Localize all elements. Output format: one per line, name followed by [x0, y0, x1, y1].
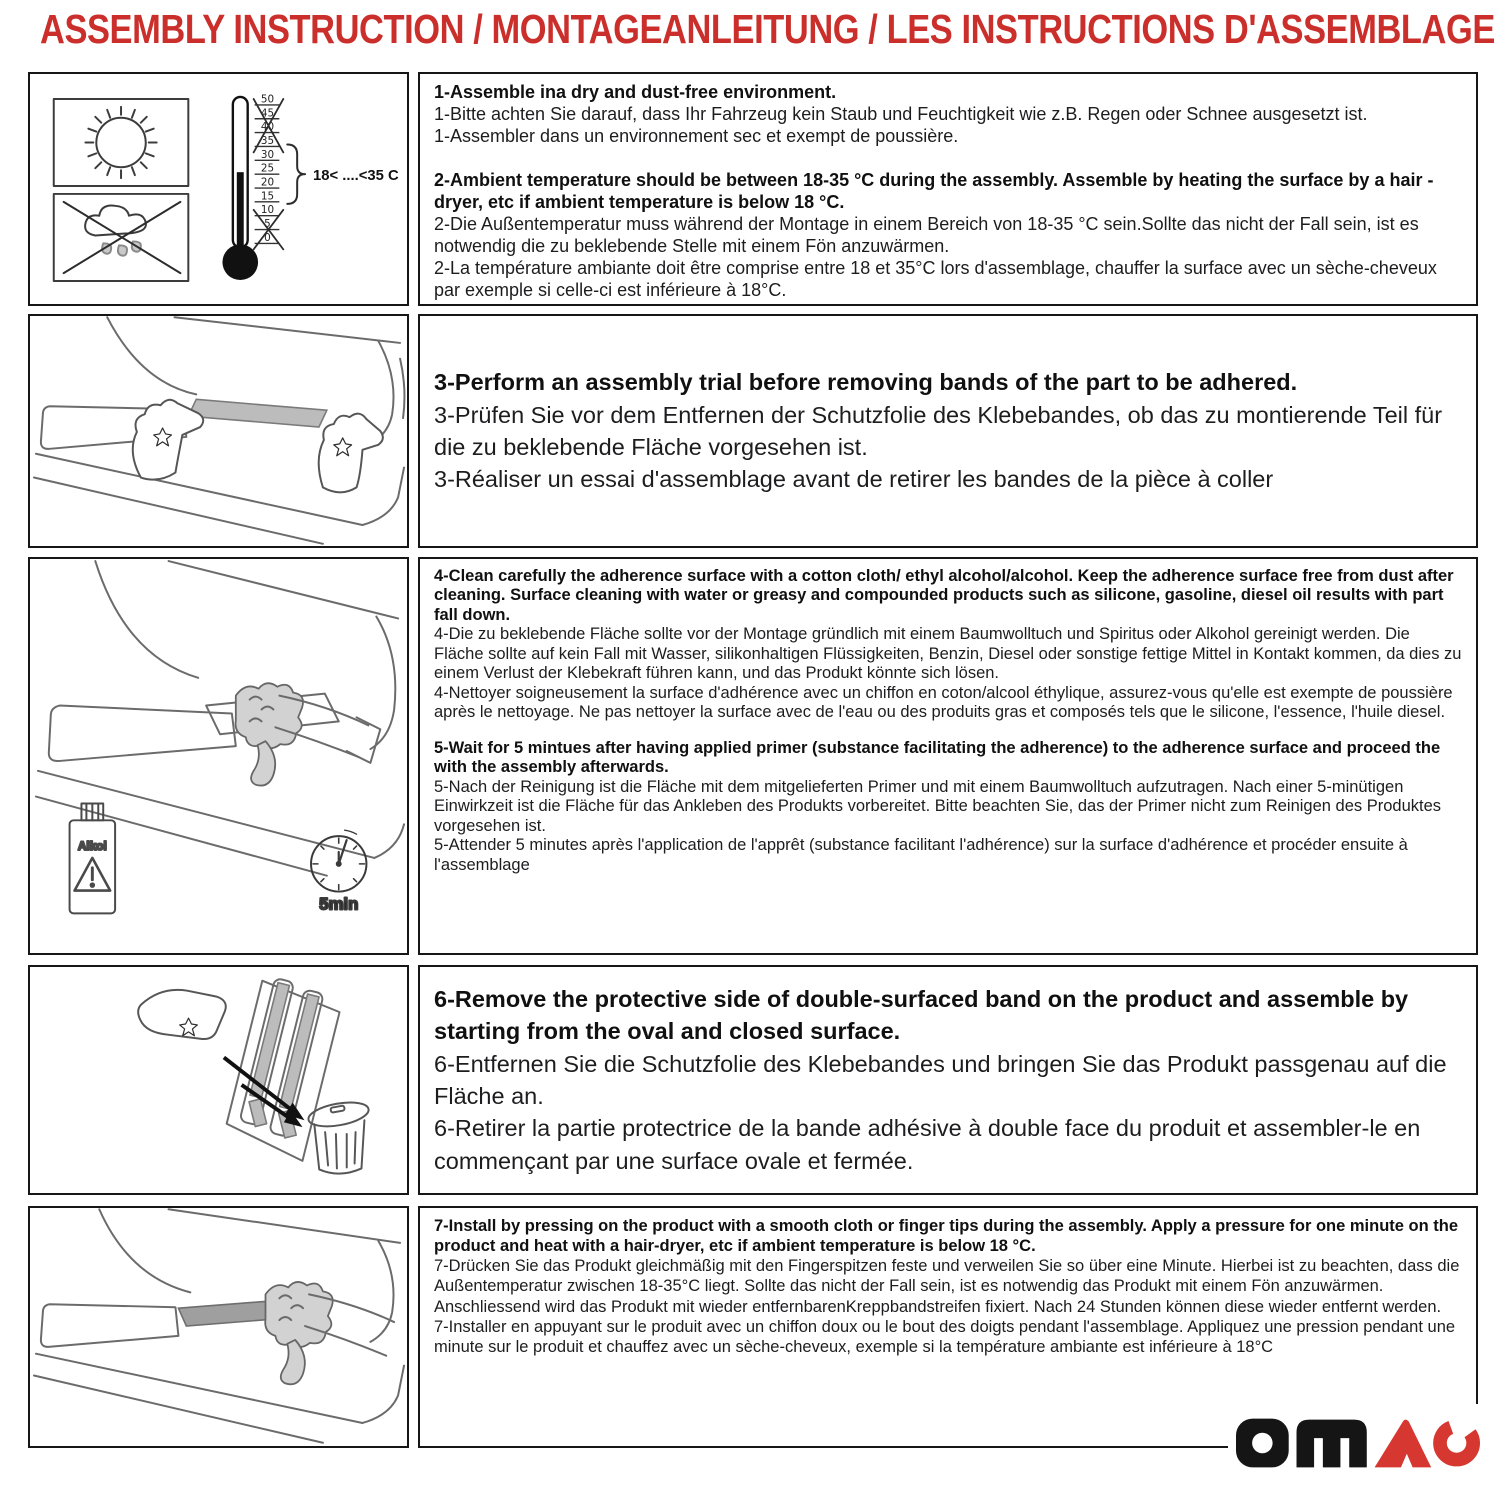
thermometer-tick-label: 15 [260, 190, 275, 203]
section-2-assembly-trial [0, 314, 1500, 548]
instruction-paragraph: 2-Die Außentemperatur muss während der Montage in einem Bereich von 18-35 °C sein.Sollte das nicht der Fall sein, ist es notwendig die zu beklebende Stelle mit einem Fön anzuwärmen. [434, 213, 1419, 256]
omac-logo [1228, 1404, 1480, 1482]
instruction-paragraph: 1-Bitte achten Sie darauf, dass Ihr Fahrzeug kein Staub und Feuchtigkeit wie z.B. Regen oder Schnee ausgesetzt ist. [434, 103, 1368, 124]
range-brace [287, 144, 305, 203]
car-door-sill-scene [36, 561, 404, 876]
instruction-paragraph: 7-Drücken Sie das Produkt gleichmäßig mit den Fingerspitzen feste und verweilen Sie so über eine Minute. Hierbei ist zu beachten, dass die Außentemperatur zwischen 18-35°C liegt. Sollte das nicht der Fall sein, ist es notwendig das Produkt mit einem Fön anzuwärmen. Anschliessend wird das Produkt mit wieder entfernbarenKreppbandstreifen fixiert. Nach 24 Stunden können diese wieder entfernt werden. [434, 1257, 1460, 1316]
pulling-hand [138, 990, 226, 1039]
section-1-environment-temperature [0, 72, 1500, 306]
instruction-paragraph: 2-Ambient temperature should be between 18-35 °C during the assembly. Assemble by heating the surface by a hair -dryer, etc if ambient temperature is below 18 °C. [434, 169, 1434, 212]
assembly-trial-drawing [30, 316, 407, 546]
logo-letter-m [1297, 1420, 1367, 1468]
instruction-paragraph: 3-Prüfen Sie vor dem Entfernen der Schutzfolie des Klebebandes, ob das zu montierende Teil für die zu beklebende Fläche vorgesehen ist. [434, 401, 1443, 460]
press-install-drawing [30, 1208, 407, 1446]
paragraph-spacer [434, 723, 1462, 739]
alcohol-label: Alkol [77, 839, 107, 854]
thermometer-tick-label: 0 [264, 231, 271, 244]
instruction-paragraph: 6-Remove the protective side of double-surfaced band on the product and assemble by starting from the oval and closed surface. [434, 985, 1409, 1045]
remove-band-drawing [30, 967, 407, 1193]
instruction-paragraph: 1-Assemble ina dry and dust-free environment. [434, 82, 837, 102]
clean-surface-drawing [30, 559, 407, 953]
illustration-temperature-conditions [28, 72, 409, 306]
section-4-remove-band [0, 965, 1500, 1195]
instruction-text-2 [418, 314, 1478, 548]
temperature-range-label: 18< ....<35 C [312, 168, 399, 185]
crossed-out-mark [64, 202, 181, 273]
thermometer-tick-label: 20 [260, 176, 275, 189]
thermometer-tick-label: 50 [260, 93, 275, 106]
omac-logo-graphic [1236, 1410, 1480, 1476]
trash-bin-icon [307, 1098, 371, 1173]
logo-letter-a [1375, 1420, 1432, 1468]
thermometer-tick-label: 45 [260, 107, 275, 120]
instruction-paragraph: 4-Clean carefully the adherence surface with a cotton cloth/ ethyl alcohol/alcohol. Keep the adherence surface free from dust after cleaning. Surface cleaning with water or greasy and compounded products such as silicone, gasoline, diesel oil results with part fall down. [434, 567, 1454, 624]
instruction-paragraph: 4-Nettoyer soigneusement la surface d'adhérence avec un chiffon en coton/alcool éthylique, assurez-vous qu'elle est exempte de poussière après le nettoyage. Ne pas nettoyer la surface avec de l'eau ou des produits gras et composés tels que le silicone, l'essence, l'huile diesel. [434, 683, 1453, 722]
instruction-text-1 [418, 72, 1478, 306]
instruction-paragraph: 3-Réaliser un essai d'assemblage avant de retirer les bandes de la pièce à coller [434, 466, 1274, 493]
section-3-clean-and-wait [0, 557, 1500, 955]
instruction-paragraph: 1-Assembler dans un environnement sec et exempt de poussière. [434, 125, 959, 146]
logo-letter-c [1440, 1426, 1473, 1459]
thermometer-tick-label: 25 [260, 162, 275, 175]
illustration-assembly-trial [28, 314, 409, 548]
illustration-press-install [28, 1206, 409, 1448]
instruction-paragraph: 7-Installer en appuyant sur le produit avec un chiffon doux ou le bout des doigts pendant l'assemblage. Appliquez une pression pendant une minute sur le produit et chauffez avec un sèche-cheveux, exemple si la température ambiante est inférieure à 18°C [434, 1317, 1456, 1356]
alcohol-bottle [70, 803, 116, 913]
sun-box [54, 99, 189, 186]
mercury-column [237, 172, 244, 247]
sill-trim-strip [188, 399, 327, 427]
car-door-sill-scene [34, 1209, 404, 1443]
thermometer-tick-label: 35 [260, 134, 275, 147]
instruction-text-3 [418, 557, 1478, 955]
warning-triangle-icon [75, 858, 111, 891]
instruction-text-4 [418, 965, 1478, 1195]
cleaning-hand-with-cloth [236, 683, 381, 785]
instruction-paragraph: 4-Die zu beklebende Fläche sollte vor der Montage gründlich mit einem Baumwolltuch und Spiritus oder Alkohol gereinigt werden. Die Fläche sollte auf kein Fall mit Wasser, silikonhaltigen Flüssigkeiten, Benzin, Diesel oder sonstige fettige Mittel in Kontakt kommen, da dies zu einem Verlust der Klebekraft führen kann, und das Produkt könnte sich lösen. [434, 625, 1462, 683]
instruction-paragraph: 3-Perform an assembly trial before removing bands of the part to be adhered. [434, 369, 1298, 396]
logo-letter-o [1236, 1419, 1289, 1468]
sun-icon [85, 107, 156, 178]
illustration-remove-band [28, 965, 409, 1195]
instruction-paragraph: 6-Retirer la partie protectrice de la bande adhésive à double face du produit et assembler-le en commençant par une surface ovale et fermée. [434, 1115, 1421, 1174]
paragraph-spacer [434, 148, 1462, 170]
instruction-paragraph: 5-Wait for 5 mintues after having applied primer (substance facilitating the adherence) to the adherence surface and proceed the with the assembly afterwards. [434, 738, 1441, 777]
right-hand [319, 414, 383, 493]
left-hand [133, 400, 203, 480]
thermometer-tick-label: 40 [260, 121, 275, 134]
thermometer-tick-label: 5 [264, 218, 271, 231]
thermometer [222, 93, 399, 280]
temperature-conditions-drawing [30, 74, 407, 304]
page-title: ASSEMBLY INSTRUCTION / MONTAGEANLEITUNG / LES INSTRUCTIONS D'ASSEMBLAGE [40, 6, 1495, 52]
thermometer-tick-label: 10 [260, 204, 275, 217]
no-rain-box [54, 194, 189, 281]
instruction-paragraph: 5-Nach der Reinigung ist die Fläche mit dem mitgelieferten Primer und mit einem Baumwolltuch aufzutragen. Nach einer 5-minütigen Einwirkzeit ist die Fläche für das Ankleben des Produkts vorbereitet. Bitte beachten Sie, das der Primer nicht zum Reinigen des Produktes vorgesehen ist. [434, 777, 1442, 835]
illustration-clean-surface [28, 557, 409, 955]
instruction-paragraph: 6-Entfernen Sie die Schutzfolie des Klebebandes und bringen Sie das Produkt passgenau auf die Fläche an. [434, 1050, 1447, 1109]
instruction-paragraph: 2-La température ambiante doit être comprise entre 18 et 35°C lors d'assemblage, chauffer la surface avec un sèche-cheveux par exemple si celle-ci est inférieure à 18°C. [434, 257, 1437, 300]
thermometer-tick-label: 30 [260, 148, 275, 161]
instruction-paragraph: 5-Attender 5 minutes après l'application de l'apprêt (substance facilitant l'adhérence) sur la surface d'adhérence et procéder ensuite à l'assemblage [434, 836, 1408, 874]
thermometer-bulb [222, 244, 258, 280]
rain-cloud-icon [85, 206, 146, 256]
wait-time-label: 5min [319, 894, 359, 914]
pressing-hand-with-cloth [265, 1282, 394, 1384]
instruction-paragraph: 7-Install by pressing on the product with a smooth cloth or finger tips during the assembly. Apply a pressure for one minute on the product and heat with a hair-dryer, etc if ambient temperature is below 18 °C. [434, 1217, 1459, 1256]
